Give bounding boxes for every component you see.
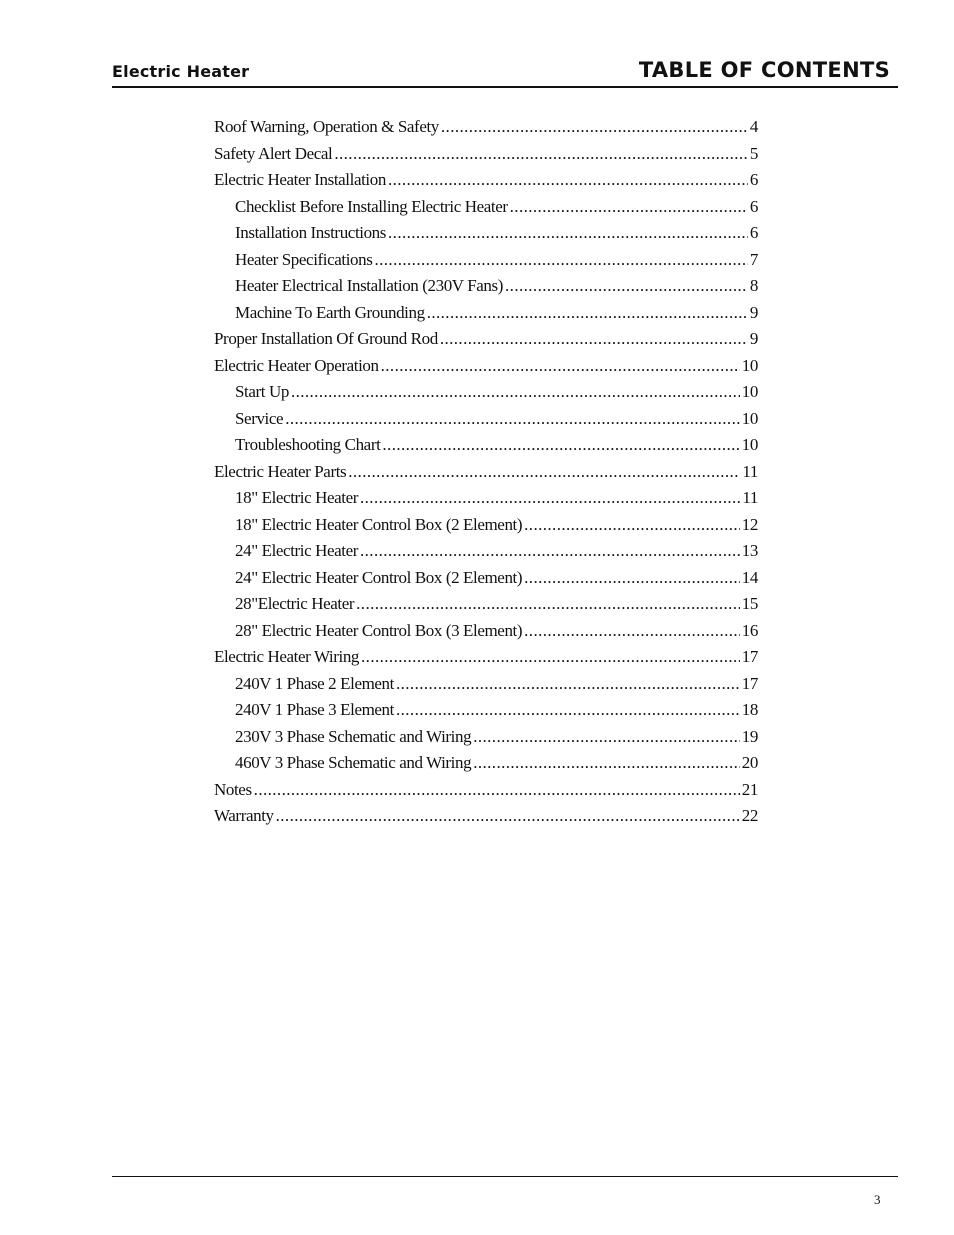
footer-divider	[112, 1176, 898, 1177]
toc-entry-title: Heater Specifications	[235, 249, 373, 269]
toc-subentry[interactable]	[214, 568, 758, 595]
toc-entry-title: 18" Electric Heater	[235, 488, 358, 507]
toc-entry-page: 10	[741, 355, 758, 375]
toc-entry-page: 9	[749, 302, 758, 322]
toc-entry-page: 21	[741, 779, 758, 799]
toc-entry-title: Electric Heater Operation	[214, 355, 379, 375]
toc-entry-page: 6	[749, 223, 758, 242]
toc-dot-leader	[396, 674, 740, 694]
toc-dot-leader	[334, 144, 748, 164]
toc-entry-page: 20	[741, 753, 758, 772]
toc-entry-page: 15	[741, 594, 758, 613]
toc-dot-leader	[356, 594, 740, 614]
toc-entry-title: Safety Alert Decal	[214, 143, 333, 163]
toc-dot-leader	[524, 621, 740, 641]
toc-dot-leader	[524, 568, 740, 588]
toc-entry-title: Heater Electrical Installation (230V Fans)	[235, 276, 504, 295]
toc-dot-leader	[427, 303, 748, 323]
toc-dot-leader	[254, 780, 740, 800]
toc-entry-title: Roof Warning, Operation & Safety	[214, 117, 439, 136]
toc-dot-leader	[276, 806, 740, 826]
toc-entry-page: 12	[741, 514, 758, 534]
toc-entry-page: 8	[749, 276, 758, 295]
toc-entry-title: Machine To Earth Grounding	[235, 302, 425, 322]
toc-entry-page: 17	[741, 647, 758, 666]
toc-dot-leader	[524, 515, 740, 535]
toc-entry[interactable]	[214, 117, 758, 144]
toc-entry-title: Troubleshooting Chart	[235, 435, 381, 454]
toc-entry-title: Electric Heater Installation	[214, 170, 386, 189]
toc-entry-page: 10	[741, 408, 758, 428]
toc-dot-leader	[473, 753, 740, 773]
toc-entry-title: Warranty	[214, 806, 274, 825]
toc-entry-title: Service	[235, 408, 284, 428]
toc-entry-title: 28" Electric Heater Control Box (3 Element)	[235, 620, 523, 640]
toc-dot-leader	[285, 409, 740, 429]
toc-entry-page: 11	[742, 488, 758, 507]
toc-dot-leader	[388, 170, 748, 190]
toc-entry-title: 24" Electric Heater	[235, 541, 358, 560]
toc-subentry[interactable]	[214, 197, 758, 224]
toc-dot-leader	[381, 356, 740, 376]
toc-entry[interactable]	[214, 780, 758, 807]
toc-dot-leader	[473, 727, 740, 747]
toc-entry-page: 5	[749, 143, 758, 163]
toc-entry-page: 16	[741, 620, 758, 640]
toc-entry[interactable]	[214, 647, 758, 674]
toc-entry-page: 17	[741, 673, 758, 693]
toc-entry[interactable]	[214, 806, 758, 833]
toc-dot-leader	[360, 541, 740, 561]
toc-entry-title: Electric Heater Parts	[214, 461, 347, 481]
section-title: TABLE OF CONTENTS	[638, 58, 890, 82]
toc-dot-leader	[510, 197, 748, 217]
toc-subentry[interactable]	[214, 700, 758, 727]
toc-entry-title: Proper Installation Of Ground Rod	[214, 329, 438, 348]
toc-subentry[interactable]	[214, 753, 758, 780]
toc-subentry[interactable]	[214, 727, 758, 754]
toc-subentry[interactable]	[214, 621, 758, 648]
toc-entry-title: Checklist Before Installing Electric Heater	[235, 196, 508, 216]
toc-dot-leader	[382, 435, 739, 455]
toc-entry-page: 11	[742, 461, 758, 481]
toc-subentry[interactable]	[214, 594, 758, 621]
toc-entry-page: 22	[741, 806, 758, 825]
toc-entry-page: 10	[741, 435, 758, 454]
toc-entry-title: 24" Electric Heater Control Box (2 Element)	[235, 567, 523, 587]
toc-entry-page: 4	[749, 117, 758, 136]
toc-entry-page: 6	[749, 170, 758, 189]
toc-entry-title: 460V 3 Phase Schematic and Wiring	[235, 753, 472, 772]
toc-entry-title: Start Up	[235, 382, 289, 401]
toc-dot-leader	[348, 462, 740, 482]
toc-entry-title: 230V 3 Phase Schematic and Wiring	[235, 726, 472, 746]
toc-dot-leader	[388, 223, 748, 243]
toc-entry-page: 7	[749, 249, 758, 269]
toc-entry-title: 240V 1 Phase 2 Element	[235, 673, 394, 693]
toc-subentry[interactable]	[214, 409, 758, 436]
toc-entry-title: Electric Heater Wiring	[214, 647, 360, 666]
toc-entry[interactable]	[214, 462, 758, 489]
toc-entry-page: 10	[741, 382, 758, 401]
toc-subentry[interactable]	[214, 488, 758, 515]
toc-dot-leader	[291, 382, 740, 402]
toc-dot-leader	[440, 329, 748, 349]
toc-dot-leader	[396, 700, 740, 720]
toc-entry[interactable]	[214, 144, 758, 171]
toc-entry-page: 6	[749, 196, 758, 216]
toc-subentry[interactable]	[214, 223, 758, 250]
toc-subentry[interactable]	[214, 515, 758, 542]
toc-subentry[interactable]	[214, 276, 758, 303]
toc-subentry[interactable]	[214, 674, 758, 701]
page-number: 3	[874, 1192, 881, 1207]
toc-entry[interactable]	[214, 356, 758, 383]
toc-entry-page: 14	[741, 567, 758, 587]
toc-dot-leader	[505, 276, 748, 296]
toc-entry-title: Notes	[214, 779, 252, 799]
toc-entry-title: Installation Instructions	[235, 223, 387, 242]
toc-dot-leader	[361, 647, 740, 667]
toc-dot-leader	[441, 117, 748, 137]
toc-subentry[interactable]	[214, 250, 758, 277]
toc-subentry[interactable]	[214, 382, 758, 409]
toc-dot-leader	[360, 488, 740, 508]
toc-dot-leader	[374, 250, 747, 270]
table-of-contents	[214, 117, 758, 833]
product-name: Electric Heater	[112, 62, 250, 81]
page-header	[112, 50, 898, 88]
toc-subentry[interactable]	[214, 435, 758, 462]
toc-entry-title: 18" Electric Heater Control Box (2 Element)	[235, 514, 523, 534]
toc-entry-page: 13	[741, 541, 758, 560]
toc-entry[interactable]	[214, 329, 758, 356]
toc-entry-title: 28"Electric Heater	[235, 594, 355, 613]
toc-subentry[interactable]	[214, 541, 758, 568]
toc-entry-page: 19	[741, 726, 758, 746]
toc-entry-title: 240V 1 Phase 3 Element	[235, 700, 394, 719]
toc-entry[interactable]	[214, 170, 758, 197]
toc-entry-page: 18	[741, 700, 758, 719]
toc-subentry[interactable]	[214, 303, 758, 330]
toc-entry-page: 9	[749, 329, 758, 348]
